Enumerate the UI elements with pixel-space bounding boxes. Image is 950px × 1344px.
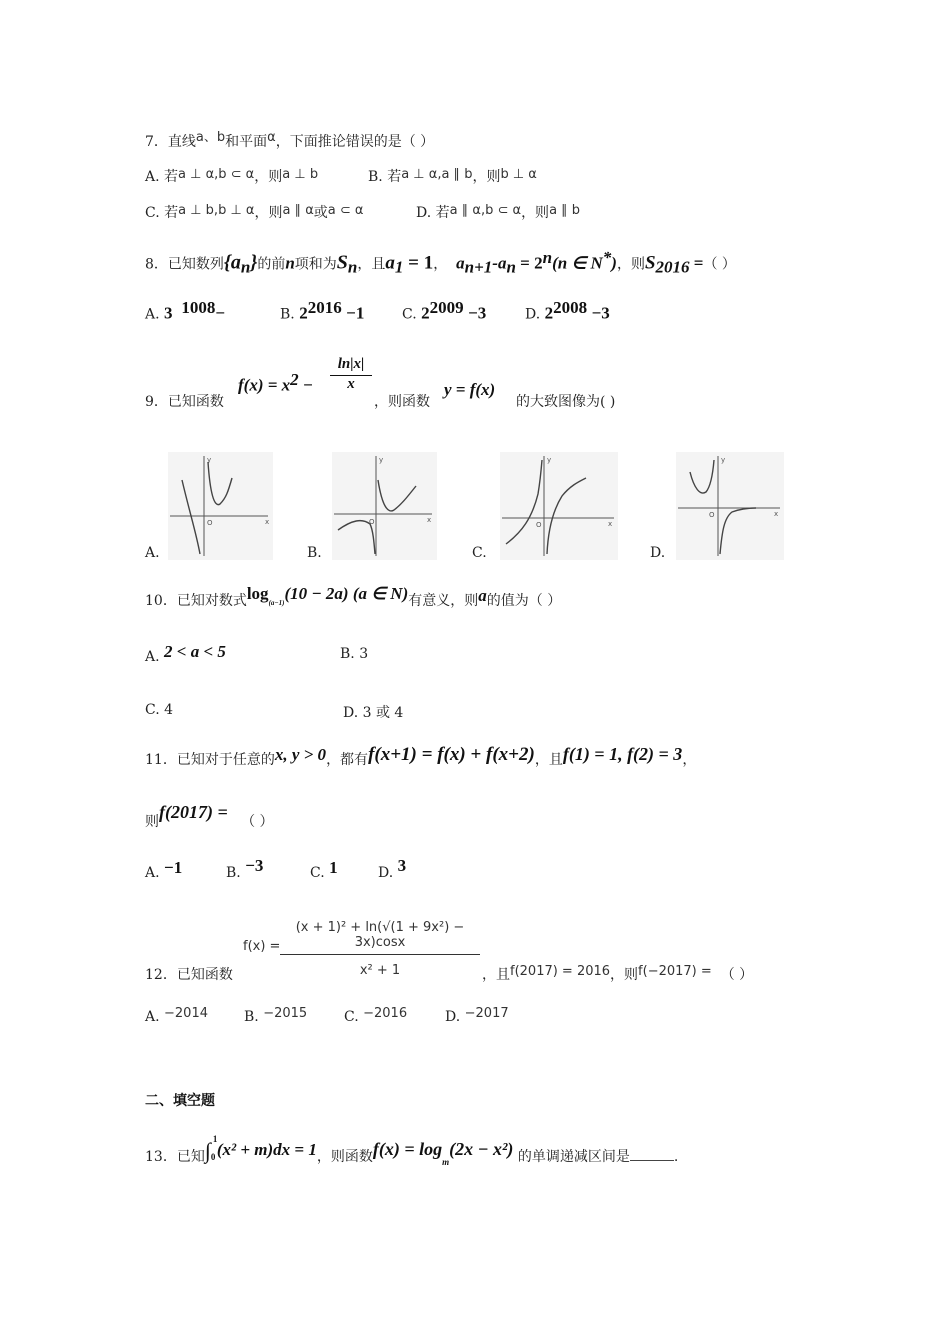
graph-c-y-label: y (547, 456, 552, 464)
q9-stem-prefix: 9．已知函数 (145, 394, 224, 410)
graph-a-y-label: y (207, 456, 212, 464)
q12-fx-label: f(x) = (243, 939, 281, 954)
graph-b-x-label: x (427, 516, 432, 524)
q12-stem-suffix: ，且f(2017) = 2016，则f(−2017) = （ ） (482, 964, 754, 983)
q8-stem: 8．已知数列$\{a_n\}$的前n项和为$S_n$，且$a_1 = 1$， $a_{n+1}-a_n = 2^n(n$ ∈ N*)，则$S_{2016}$ =（ ） (145, 248, 736, 277)
section-fill-in-title: 二、填空题 (145, 1093, 215, 1109)
q12-fraction (280, 920, 480, 978)
graph-a-origin-label: O (207, 519, 213, 527)
q11-option-d: D. 3 (378, 856, 407, 881)
q9-option-c-label: C. (472, 545, 487, 561)
q10-option-a: A. 2 < a < 5 (145, 642, 226, 665)
q12-option-c: C. −2016 (344, 1006, 408, 1025)
graph-d-x-label: x (774, 510, 779, 518)
q8-option-a: A. 3 $^{1008}$− (145, 298, 226, 323)
q11-ask: 则f(2017) = （ ） (145, 802, 274, 830)
q7-option-b: B. 若a ⊥ α,a ∥ b，则b ⊥ α (368, 167, 537, 185)
q12-option-a: A. −2014 (145, 1006, 208, 1025)
graph-c-x-label: x (608, 520, 613, 528)
q10-option-c: C. 4 (145, 702, 174, 718)
q13-stem: 13．已知∫ 1 0 (x² + m)dx = 1，则函数$f(x) = \log_m(2x - x^2)$ 的单调递减区间是 . (145, 1144, 678, 1170)
q8-option-b: B. $2^{2016} -1$ (280, 298, 365, 323)
q9-graph-a (168, 452, 273, 560)
q7-stem: 7．直线a、b和平面α，下面推论错误的是（ ） (145, 130, 435, 150)
q11-option-b: B. −3 (226, 856, 264, 881)
graph-b-origin-label: O (369, 518, 375, 526)
q9-fraction (330, 356, 372, 393)
q10-option-b: B. 3 (340, 646, 369, 662)
q13-answer-blank[interactable] (630, 1146, 674, 1161)
graph-d-origin-label: O (709, 511, 715, 519)
q9-option-a-label: A. (145, 545, 160, 561)
q12-option-d: D. −2017 (445, 1006, 509, 1025)
q12-option-b: B. −2015 (244, 1006, 308, 1025)
graph-b-y-label: y (379, 456, 384, 464)
q9-function-lhs: $f(x) = x^2$ − (238, 370, 313, 395)
q7-option-a: A. 若a ⊥ α,b ⊂ α，则a ⊥ b (145, 167, 319, 185)
q9-graph-c (500, 452, 618, 560)
q11-option-c: C. 1 (310, 858, 338, 881)
q9-stem-suffix: 的大致图像为( ) (516, 394, 616, 410)
q9-y-expr: y = f(x) (444, 380, 496, 399)
q12-stem-prefix: 12．已知函数 (145, 967, 233, 983)
q9-stem-mid: ，则函数 (374, 394, 430, 410)
q9-fraction-numerator: ln|x| (330, 356, 372, 376)
q10-option-d: D. 3 或 4 (343, 705, 404, 721)
q7-option-c: C. 若a ⊥ b,b ⊥ α，则a ∥ α或a ⊂ α (145, 203, 364, 221)
q11-stem: 11．已知对于任意的x, y > 0，都有f(x+1) = f(x) + f(x+2)，且f(1) = 1, f(2) = 3， (145, 744, 697, 768)
graph-c-origin-label: O (536, 521, 542, 529)
q10-stem: 10．已知对数式$\log_{(a-1)}(10 - 2a)$ (a ∈ N)有意义，则a的值为（ ） (145, 584, 562, 609)
q12-fraction-numerator: (x + 1)² + ln(√(1 + 9x²) − 3x)cosx (280, 920, 480, 955)
q9-graph-b (332, 452, 437, 560)
q9-graph-d (676, 452, 784, 560)
q9-option-d-label: D. (650, 545, 666, 561)
q7-option-d: D. 若a ∥ α,b ⊂ α，则a ∥ b (416, 203, 581, 221)
graph-a-x-label: x (265, 518, 270, 526)
q12-fraction-denominator: x² + 1 (359, 963, 401, 978)
q9-option-b-label: B. (307, 545, 322, 561)
q8-option-c: C. $2^{2009} -3$ (402, 298, 487, 323)
q8-option-d: D. $2^{2008} -3$ (525, 298, 610, 323)
q13-integral-sign: ∫ 1 0 (204, 1134, 218, 1163)
q11-option-a: A. −1 (145, 858, 183, 881)
q9-fraction-denominator: x (347, 376, 355, 392)
graph-d-y-label: y (721, 456, 726, 464)
